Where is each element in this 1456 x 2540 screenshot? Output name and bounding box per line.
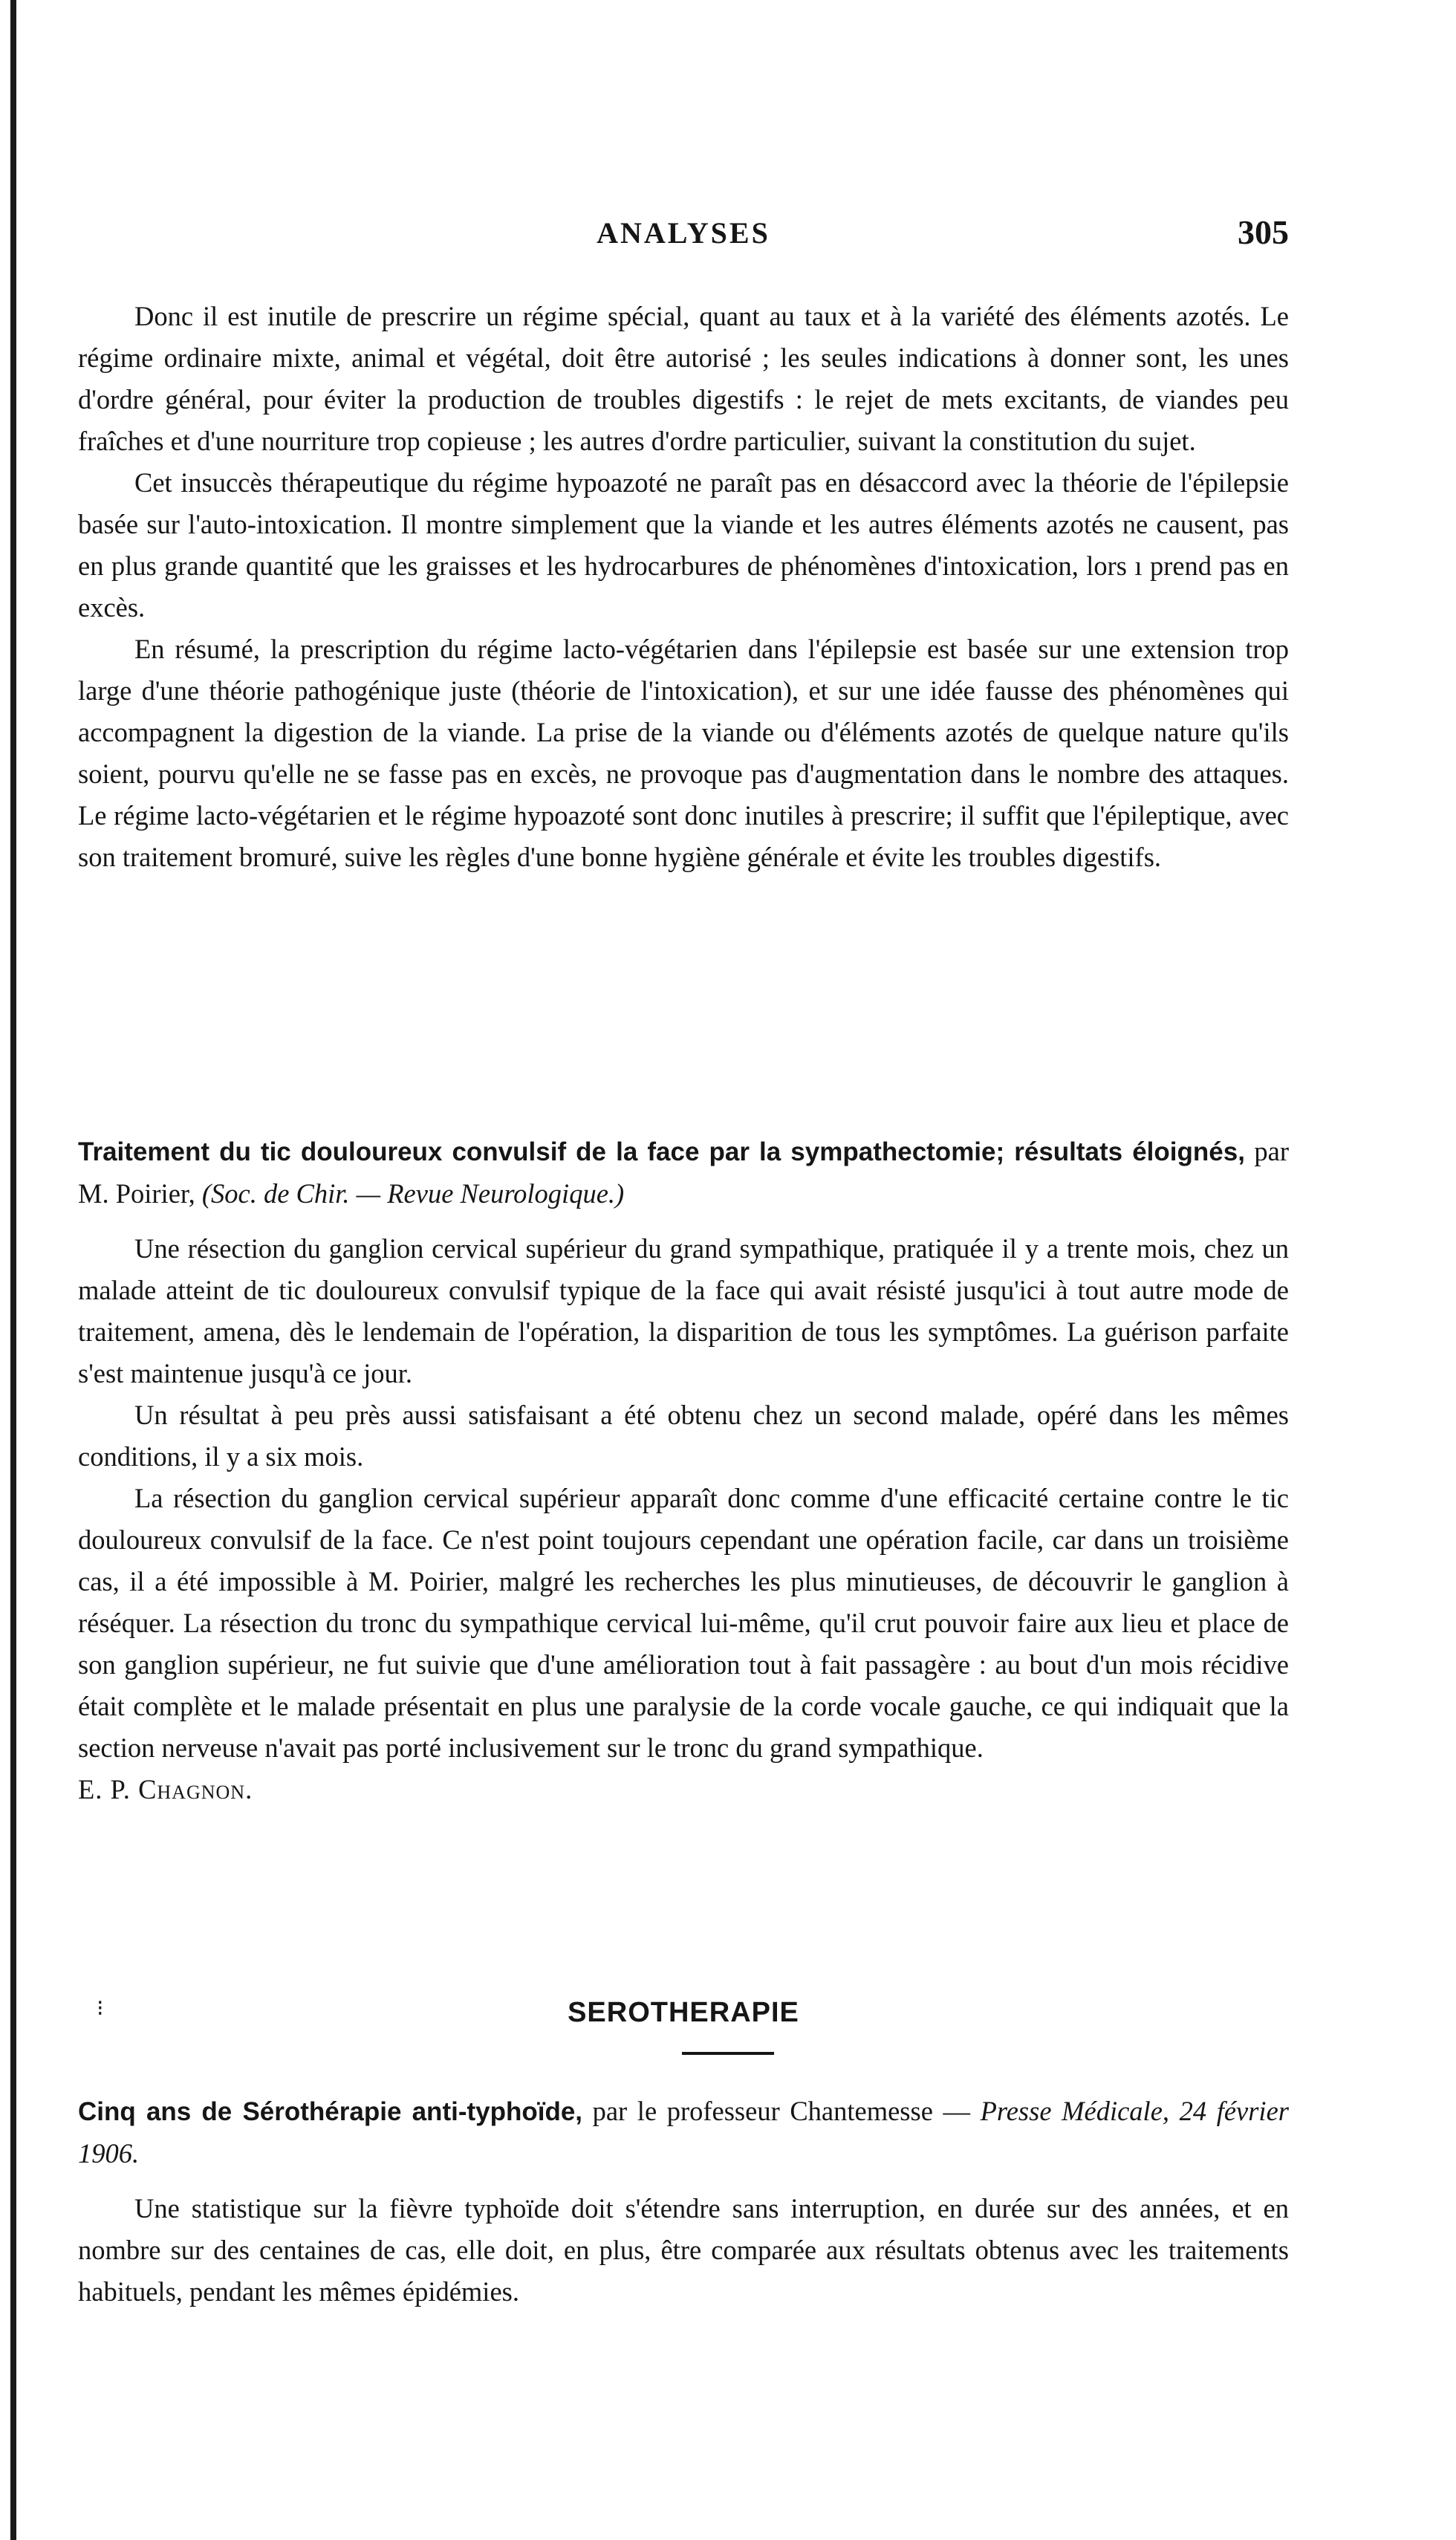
- article-title-author: par le professeur Chantemesse —: [582, 2096, 981, 2126]
- paragraph: Une statistique sur la fièvre typhoïde doit s'étendre sans interruption, en durée sur des années, et en nombre sur des centaines de cas, elle doit, en plus, être comparée aux résultats obtenus avec les traitements habituels, pendant les mêmes épidémies.: [78, 2193, 1289, 2307]
- article-title-bold: Traitement du tic douloureux convulsif de la face par la sympathectomie; résultats éloignés,: [78, 1137, 1245, 1166]
- analysis-continuation: [78, 296, 1289, 878]
- paragraph: Un résultat à peu près aussi satisfaisant a été obtenu chez un second malade, opéré dans les mêmes conditions, il y a six mois.: [78, 1400, 1289, 1472]
- page-number: 305: [1238, 213, 1289, 251]
- paragraph: Une résection du ganglion cervical supérieur du grand sympathique, pratiquée il y a trente mois, chez un malade atteint de tic douloureux convulsif typique de la face qui avait résisté jusqu'ici à tout autre mode de traitement, amena, dès le lendemain de l'opération, la disparition de tous les symptômes. La guérison parfaite s'est maintenue jusqu'à ce jour.: [78, 1233, 1289, 1388]
- section-divider: [682, 2052, 774, 2055]
- article-title-bold: Cinq ans de Sérothérapie anti-typhoïde,: [78, 2097, 583, 2126]
- article-title: [78, 2091, 1289, 2174]
- running-title: ANALYSES: [597, 216, 770, 250]
- page-binding-edge: [10, 0, 16, 2540]
- page-header: [78, 215, 1289, 260]
- article-title-source: Presse Médicale, 24 février 1906.: [78, 2096, 1289, 2169]
- article-title: [78, 1131, 1289, 1215]
- article-title-author: par M. Poirier,: [78, 1136, 1290, 1209]
- paragraph: La résection du ganglion cervical supérieur apparaît donc comme d'une efficacité certaine contre le tic douloureux convulsif de la face. Ce n'est point toujours cependant une opération facile, car dans un troisième cas, il a été impossible à M. Poirier, malgré les recherches les plus minutieuses, de découvrir le ganglion à réséquer. La résection du tronc du sympathique cervical lui-même, qu'il crut pouvoir faire aux lieu et place de son ganglion supérieur, ne fut suivie que d'une amélioration tout à fait passagère : au bout d'un mois récidive était complète et le malade présentait en plus une paralysie de la corde vocale gauche, ce qui indiquait que la section nerveuse n'avait pas porté inclusivement sur le tronc du grand sympathique.: [78, 1483, 1289, 1763]
- paragraph: Donc il est inutile de prescrire un régime spécial, quant au taux et à la variété des éléments azotés. Le régime ordinaire mixte, animal et végétal, doit être autorisé ; les seules indications à donner sont, les unes d'ordre général, pour éviter la production de troubles digestifs : le rejet de mets excitants, de viandes peu fraîches et d'une nourriture trop copieuse ; les autres d'ordre particulier, suivant la constitution du sujet.: [78, 301, 1289, 456]
- article-sympathectomie: [78, 1131, 1289, 1810]
- signature-initials: E. P.: [78, 1774, 139, 1805]
- signature: [78, 1769, 1289, 1810]
- article-title-source: (Soc. de Chir. — Revue Neurologique.): [201, 1178, 625, 1209]
- stray-print-mark: ⁝: [97, 1996, 104, 2021]
- paragraph: En résumé, la prescription du régime lacto-végétarien dans l'épilepsie est basée sur une extension trop large d'une théorie pathogénique juste (théorie de l'intoxication), et sur une idée fausse des phénomènes qui accompagnent la digestion de la viande. La prise de la viande ou d'éléments azotés de quelque nature qu'ils soient, pourvu qu'elle ne se fasse pas en excès, ne provoque pas d'augmentation dans le nombre des attaques. Le régime lacto-végétarien et le régime hypoazoté sont donc inutiles à prescrire; il suffit que l'épileptique, avec son traitement bromuré, suive les règles d'une bonne hygiène générale et évite les troubles digestifs.: [78, 634, 1289, 872]
- paragraph: Cet insuccès thérapeutique du régime hypoazoté ne paraît pas en désaccord avec la théorie de l'épilepsie basée sur l'auto-intoxication. Il montre simplement que la viande et les autres éléments azotés ne causent, pas en plus grande quantité que les graisses et les hydrocarbures de phénomènes d'intoxication, lors ı prend pas en excès.: [78, 467, 1289, 623]
- signature-name: Chagnon.: [138, 1774, 253, 1805]
- article-serotherapie: [78, 2091, 1289, 2313]
- section-heading: SEROTHERAPIE: [568, 1997, 799, 2028]
